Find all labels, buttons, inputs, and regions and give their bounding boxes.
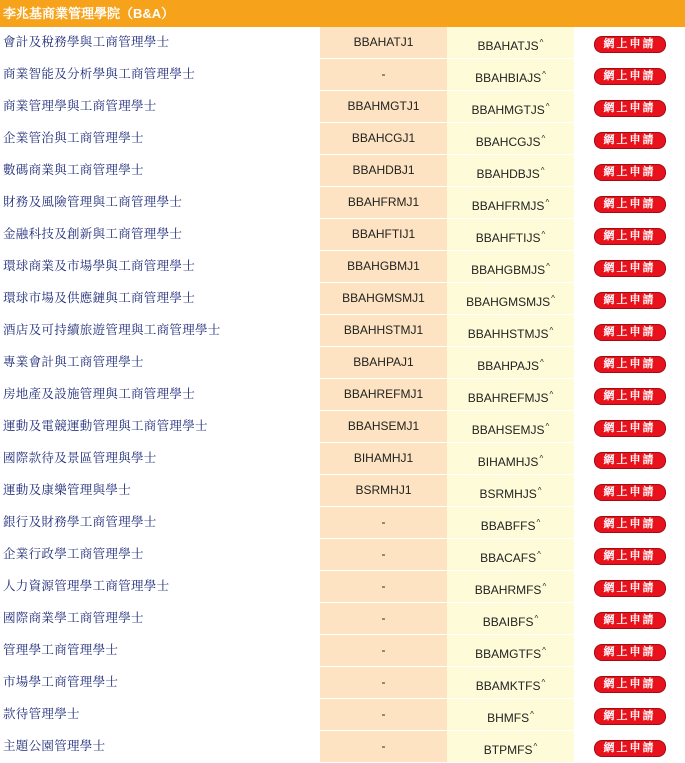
programme-name: 專業會計與工商管理學士: [3, 355, 144, 369]
online-apply-button[interactable]: 網上申請: [594, 484, 666, 501]
programme-code: BBAHRMFS: [474, 583, 542, 597]
online-apply-button[interactable]: 網上申請: [594, 708, 666, 725]
programme-code: BBAHBIAJS: [475, 71, 542, 85]
caret-note: ^: [541, 230, 546, 239]
online-apply-button[interactable]: 網上申請: [594, 420, 666, 437]
table-row: [0, 27, 685, 59]
programme-code-cell: [447, 603, 574, 634]
jupas-code: -: [320, 635, 447, 666]
jupas-code: -: [320, 571, 447, 602]
online-apply-button[interactable]: 網上申請: [594, 580, 666, 597]
online-apply-button[interactable]: 網上申請: [594, 132, 666, 149]
jupas-code: -: [320, 539, 447, 570]
programme-code: BBAHMGTJS: [471, 103, 545, 117]
table-row: [0, 315, 685, 347]
caret-note: ^: [539, 454, 544, 463]
caret-note: ^: [545, 422, 550, 431]
apply-cell: [574, 347, 685, 378]
programme-code-cell: [447, 219, 574, 250]
caret-note: ^: [539, 38, 544, 47]
programme-name: 主題公園管理學士: [3, 739, 106, 753]
programme-code: BBAHHSTMJS: [467, 327, 549, 341]
table-row: [0, 571, 685, 603]
programme-code-cell: [447, 539, 574, 570]
online-apply-button[interactable]: 網上申請: [594, 548, 666, 565]
jupas-code: BBAHDBJ1: [320, 155, 447, 186]
apply-cell: [574, 507, 685, 538]
programme-code: BBAHFRMJS: [471, 199, 545, 213]
programme-name: 市場學工商管理學士: [3, 675, 119, 689]
programme-name: 管理學工商管理學士: [3, 643, 119, 657]
apply-cell: [574, 91, 685, 122]
table-row: [0, 411, 685, 443]
programme-code: BBACAFS: [480, 551, 537, 565]
table-row: [0, 443, 685, 475]
jupas-code: BBAHATJ1: [320, 27, 447, 58]
caret-note: ^: [546, 262, 550, 271]
programme-code: BBAHGMSMJS: [466, 295, 551, 309]
programme-code-cell: [447, 59, 574, 90]
programme-name: 運動及康樂管理與學士: [3, 483, 132, 497]
programme-code: BBAHFTIJS: [475, 231, 541, 245]
jupas-code: BBAHPAJ1: [320, 347, 447, 378]
programme-code: BBAHDBJS: [476, 167, 540, 181]
programme-code-cell: [447, 411, 574, 442]
table-row: [0, 187, 685, 219]
programme-code-cell: [447, 347, 574, 378]
jupas-code: -: [320, 507, 447, 538]
online-apply-button[interactable]: 網上申請: [594, 100, 666, 117]
programme-name: 運動及電競運動管理與工商管理學士: [3, 419, 208, 433]
table-row: [0, 507, 685, 539]
programme-code-cell: [447, 283, 574, 314]
programme-code: BBAHPAJS: [477, 359, 540, 373]
programme-name: 會計及稅務學與工商管理學士: [3, 35, 170, 49]
apply-cell: [574, 27, 685, 58]
programme-name: 國際商業學工商管理學士: [3, 611, 144, 625]
table-row: [0, 539, 685, 571]
table-row: [0, 603, 685, 635]
caret-note: ^: [537, 486, 542, 495]
jupas-code: BBAHREFMJ1: [320, 379, 447, 410]
online-apply-button[interactable]: 網上申請: [594, 164, 666, 181]
jupas-code: BIHAMHJ1: [320, 443, 447, 474]
programme-code: BBAHSEMJS: [471, 423, 545, 437]
programme-name: 金融科技及創新與工商管理學士: [3, 227, 183, 241]
caret-note: ^: [536, 518, 541, 527]
caret-note: ^: [533, 742, 538, 751]
programme-name: 國際款待及景區管理與學士: [3, 451, 157, 465]
programme-code: BBAMKTFS: [475, 679, 541, 693]
online-apply-button[interactable]: 網上申請: [594, 388, 666, 405]
apply-cell: [574, 539, 685, 570]
jupas-code: BBAHMGTJ1: [320, 91, 447, 122]
caret-note: ^: [549, 326, 554, 335]
online-apply-button[interactable]: 網上申請: [594, 292, 666, 309]
online-apply-button[interactable]: 網上申請: [594, 452, 666, 469]
online-apply-button[interactable]: 網上申請: [594, 740, 666, 757]
caret-note: ^: [540, 358, 544, 367]
jupas-code: -: [320, 59, 447, 90]
programme-code-cell: [447, 123, 574, 154]
jupas-code: -: [320, 667, 447, 698]
table-row: [0, 59, 685, 91]
caret-note: ^: [534, 614, 539, 623]
apply-cell: [574, 219, 685, 250]
table-row: [0, 251, 685, 283]
programme-name: 數碼商業與工商管理學士: [3, 163, 144, 177]
programme-name: 房地產及設施管理與工商管理學士: [3, 387, 196, 401]
programme-code-cell: [447, 507, 574, 538]
programme-name: 商業管理學與工商管理學士: [3, 99, 157, 113]
jupas-code: BBAHSEMJ1: [320, 411, 447, 442]
online-apply-button[interactable]: 網上申請: [594, 228, 666, 245]
apply-cell: [574, 123, 685, 154]
apply-cell: [574, 475, 685, 506]
table-row: [0, 699, 685, 731]
programme-name: 財務及風險管理與工商管理學士: [3, 195, 183, 209]
caret-note: ^: [551, 294, 555, 303]
caret-note: ^: [542, 582, 547, 591]
table-row: [0, 475, 685, 507]
programme-code-cell: [447, 379, 574, 410]
table-row: [0, 123, 685, 155]
apply-cell: [574, 603, 685, 634]
caret-note: ^: [541, 134, 546, 143]
caret-note: ^: [542, 70, 546, 79]
apply-cell: [574, 59, 685, 90]
table-row: [0, 283, 685, 315]
jupas-code: BBAHCGJ1: [320, 123, 447, 154]
programme-code-cell: [447, 667, 574, 698]
programme-code-cell: [447, 475, 574, 506]
programme-code-cell: [447, 187, 574, 218]
online-apply-button[interactable]: 網上申請: [594, 356, 666, 373]
programme-code-cell: [447, 27, 574, 58]
jupas-code: BBAHGBMJ1: [320, 251, 447, 282]
programme-name: 商業智能及分析學與工商管理學士: [3, 67, 196, 81]
programme-name: 企業管治與工商管理學士: [3, 131, 144, 145]
caret-note: ^: [537, 550, 541, 559]
jupas-code: BBAHHSTMJ1: [320, 315, 447, 346]
online-apply-button[interactable]: 網上申請: [594, 324, 666, 341]
jupas-code: -: [320, 603, 447, 634]
programme-name: 企業行政學工商管理學士: [3, 547, 144, 561]
online-apply-button[interactable]: 網上申請: [594, 36, 666, 53]
programme-code-cell: [447, 571, 574, 602]
programme-name: 酒店及可持續旅遊管理與工商管理學士: [3, 323, 221, 337]
programme-name: 環球商業及市場學與工商管理學士: [3, 259, 196, 273]
caret-note: ^: [540, 166, 545, 175]
table-row: [0, 347, 685, 379]
caret-note: ^: [549, 390, 554, 399]
programme-code: BBABFFS: [480, 519, 536, 533]
caret-note: ^: [545, 198, 550, 207]
jupas-code: BBAHFRMJ1: [320, 187, 447, 218]
programme-name: 銀行及財務學工商管理學士: [3, 515, 157, 529]
online-apply-button[interactable]: 網上申請: [594, 676, 666, 693]
jupas-code: BBAHGMSMJ1: [320, 283, 447, 314]
apply-cell: [574, 187, 685, 218]
programme-name: 環球市場及供應鏈與工商管理學士: [3, 291, 196, 305]
online-apply-button[interactable]: 網上申請: [594, 196, 666, 213]
apply-cell: [574, 411, 685, 442]
programme-code: BBAHATJS: [477, 39, 539, 53]
apply-cell: [574, 315, 685, 346]
online-apply-button[interactable]: 網上申請: [594, 68, 666, 85]
jupas-code: BBAHFTIJ1: [320, 219, 447, 250]
programme-code: BTPMFS: [483, 743, 533, 757]
programme-code: BBAIBFS: [482, 615, 534, 629]
programme-code-cell: [447, 443, 574, 474]
programme-code: BBAHGBMJS: [471, 263, 546, 277]
apply-cell: [574, 443, 685, 474]
programme-code-cell: [447, 91, 574, 122]
apply-cell: [574, 283, 685, 314]
table-row: [0, 219, 685, 251]
apply-cell: [574, 699, 685, 730]
apply-cell: [574, 667, 685, 698]
caret-note: ^: [545, 102, 550, 111]
programme-table: [0, 27, 685, 763]
table-row: [0, 91, 685, 123]
school-header: [0, 0, 685, 27]
caret-note: ^: [530, 710, 534, 719]
caret-note: ^: [541, 678, 546, 687]
programme-code-cell: [447, 251, 574, 282]
programme-code-cell: [447, 315, 574, 346]
online-apply-button[interactable]: 網上申請: [594, 644, 666, 661]
caret-note: ^: [542, 646, 546, 655]
jupas-code: -: [320, 699, 447, 730]
programme-code-cell: [447, 635, 574, 666]
online-apply-button[interactable]: 網上申請: [594, 260, 666, 277]
apply-cell: [574, 251, 685, 282]
programme-code-cell: [447, 155, 574, 186]
jupas-code: BSRMHJ1: [320, 475, 447, 506]
table-row: [0, 155, 685, 187]
online-apply-button[interactable]: 網上申請: [594, 612, 666, 629]
programme-name: 人力資源管理學工商管理學士: [3, 579, 170, 593]
programme-code: BBAHREFMJS: [467, 391, 549, 405]
apply-cell: [574, 731, 685, 762]
table-row: [0, 731, 685, 763]
table-row: [0, 635, 685, 667]
programme-code: BBAHCGJS: [475, 135, 541, 149]
programme-code: BHMFS: [487, 711, 530, 725]
online-apply-button[interactable]: 網上申請: [594, 516, 666, 533]
programme-code: BIHAMHJS: [477, 455, 539, 469]
jupas-code: -: [320, 731, 447, 762]
apply-cell: [574, 571, 685, 602]
apply-cell: [574, 635, 685, 666]
programme-code-cell: [447, 699, 574, 730]
table-row: [0, 667, 685, 699]
apply-cell: [574, 155, 685, 186]
table-row: [0, 379, 685, 411]
apply-cell: [574, 379, 685, 410]
programme-code: BSRMHJS: [479, 487, 537, 501]
programme-name: 款待管理學士: [3, 707, 80, 721]
school-title: 李兆基商業管理學院（B&A）: [3, 6, 175, 21]
programme-code: BBAMGTFS: [475, 647, 542, 661]
programme-code-cell: [447, 731, 574, 762]
